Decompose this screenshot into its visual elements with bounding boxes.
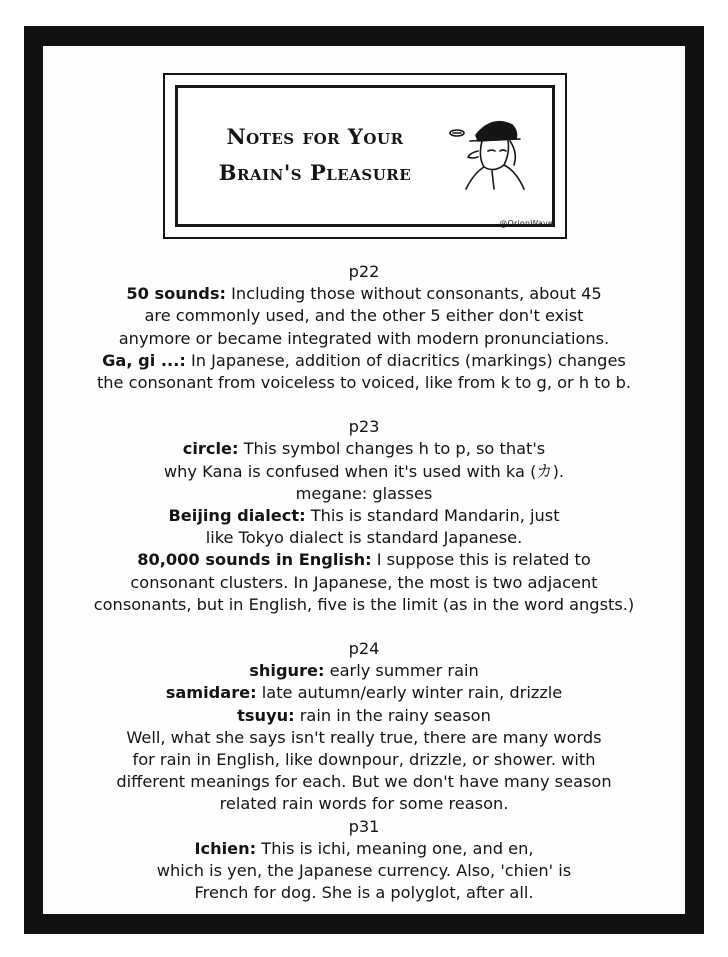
note-line: megane: glasses <box>295 483 433 503</box>
note-line <box>53 660 675 682</box>
note-line: Well, what she says isn't really true, there are many words <box>126 727 602 747</box>
note-term: circle: <box>182 439 239 459</box>
note-line <box>53 838 675 860</box>
note-text: Including those without consonants, about 45 <box>225 284 602 304</box>
section-page-p24: p24 <box>348 639 380 659</box>
credit-watermark: @OrionWave <box>499 219 553 228</box>
section-page-p23: p23 <box>348 417 380 437</box>
note-term: Ichien: <box>194 838 257 858</box>
title-line-2: Brain's Pleasure <box>218 160 412 185</box>
section-page-p31: p31 <box>348 816 380 836</box>
note-term: Ga, gi ...: <box>102 350 186 370</box>
note-term: shigure: <box>249 661 325 681</box>
note-line <box>53 505 675 527</box>
note-line: the consonant from voiceless to voiced, like from k to g, or h to b. <box>96 373 632 393</box>
note-line <box>53 283 675 305</box>
note-term: Beijing dialect: <box>168 506 306 526</box>
note-term: 80,000 sounds in English: <box>137 550 372 570</box>
notes-body <box>53 261 675 904</box>
note-text: This symbol changes h to p, so that's <box>238 439 546 459</box>
note-line: different meanings for each. But we don't have many season <box>116 772 612 792</box>
title-box <box>163 73 567 239</box>
note-line: related rain words for some reason. <box>219 794 509 814</box>
note-text: In Japanese, addition of diacritics (markings) changes <box>185 350 626 370</box>
note-line <box>53 705 675 727</box>
page-panel <box>43 46 685 914</box>
note-text: This is ichi, meaning one, and en, <box>256 838 534 858</box>
note-text: I suppose this is related to <box>371 550 591 570</box>
note-line: anymore or became integrated with modern pronunciations. <box>118 328 610 348</box>
note-line: which is yen, the Japanese currency. Also, 'chien' is <box>156 861 572 881</box>
title-line-1: Notes for Your <box>226 124 404 149</box>
section-spacer <box>53 394 675 416</box>
page-title <box>205 119 425 191</box>
note-text: rain in the rainy season <box>294 705 491 725</box>
note-line <box>53 438 675 460</box>
note-line: for rain in English, like downpour, drizzle, or shower. with <box>132 750 596 770</box>
note-line <box>53 350 675 372</box>
note-line <box>53 682 675 704</box>
note-line: consonant clusters. In Japanese, the most is two adjacent <box>130 572 598 592</box>
section-spacer <box>53 616 675 638</box>
note-text: early summer rain <box>324 661 479 681</box>
note-line: are commonly used, and the other 5 either don't exist <box>144 306 584 326</box>
section-page-p22: p22 <box>348 262 380 281</box>
note-term: 50 sounds: <box>126 284 226 304</box>
note-text: late autumn/early winter rain, drizzle <box>256 683 563 703</box>
note-line: why Kana is confused when it's used with ka (カ). <box>163 461 565 481</box>
note-term: tsuyu: <box>237 705 295 725</box>
note-term: samidare: <box>165 683 257 703</box>
note-line: French for dog. She is a polyglot, after all. <box>194 883 534 903</box>
capped-character-drawing-icon <box>448 107 540 193</box>
note-line: consonants, but in English, five is the limit (as in the word angsts.) <box>93 594 635 614</box>
note-line <box>53 549 675 571</box>
note-text: This is standard Mandarin, just <box>305 506 560 526</box>
note-line: like Tokyo dialect is standard Japanese. <box>205 528 523 548</box>
